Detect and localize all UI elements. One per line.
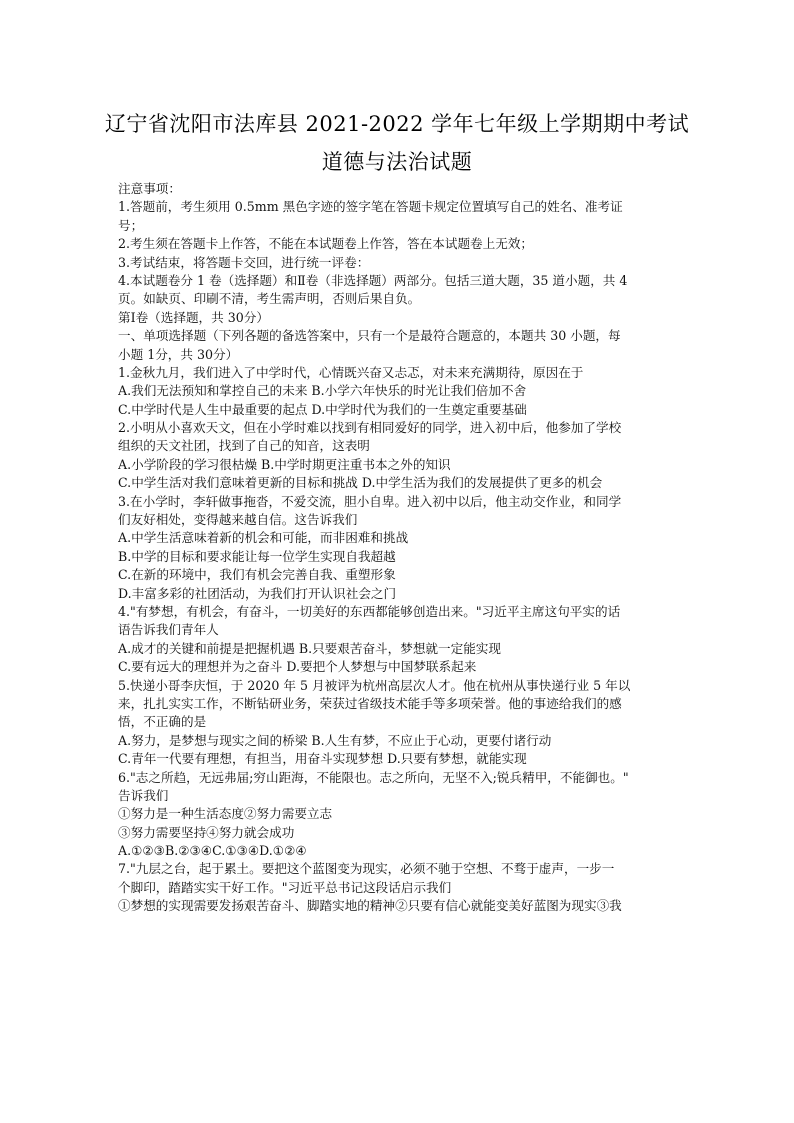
text-line: 组织的天文社团，找到了自己的知音，这表明 — [118, 438, 370, 454]
text-line: C.中学生活对我们意味着更新的目标和挑战 D.中学生活为我们的发展提供了更多的机会 — [118, 475, 603, 491]
text-line: A.我们无法预知和掌控自己的未来 B.小学六年快乐的时光让我们倍加不舍 — [118, 383, 527, 399]
text-line: C.中学时代是人生中最重要的起点 D.中学时代为我们的一生奠定重要基础 — [118, 401, 527, 417]
text-line: 告诉我们 — [118, 787, 169, 803]
text-line: C.在新的环境中，我们有机会完善自我、重塑形象 — [118, 567, 396, 583]
exam-subtitle: 道德与法治试题 — [321, 150, 473, 174]
text-line: 4.本试题卷分 1 卷（选择题）和Ⅱ卷（非选择题）两部分。包括三道大题，35 道小题，共 4 — [118, 272, 628, 288]
text-line: D.丰富多彩的社团活动，为我们打开认识社会之门 — [118, 585, 397, 601]
text-line: 第Ⅰ卷（选择题，共 30分） — [118, 309, 269, 325]
text-line: ③努力需要坚持④努力就会成功 — [118, 824, 295, 840]
text-line: 2.小明从小喜欢天文，但在小学时难以找到有相同爱好的同学，进入初中后，他参加了学校 — [118, 420, 622, 436]
text-line: 6."志之所趋，无远弗届;穷山距海，不能限也。志之所向，无坚不入;锐兵精甲，不能御也。" — [118, 769, 629, 785]
text-line: 5.快递小哥李庆恒，于 2020 年 5 月被评为杭州高层次人才。他在杭州从事快递行业 5 年以 — [118, 677, 631, 693]
text-line: 来，扎扎实实工作，不断钻研业务，荣获过省级技术能手等多项荣誉。他的事迹给我们的感 — [118, 695, 622, 711]
text-line: B.中学的目标和要求能让每一位学生实现自我超越 — [118, 548, 396, 564]
text-line: 3.考试结束，将答题卡交回，进行统一评卷： — [118, 254, 370, 270]
text-line: A.①②③B.②③④C.①③④D.①②④ — [118, 843, 307, 859]
text-line: C.要有远大的理想并为之奋斗 D.要把个人梦想与中国梦联系起来 — [118, 659, 477, 675]
text-line: 1.答题前，考生须用 0.5mm 黑色字迹的签字笔在答题卡规定位置填写自己的姓名、准考证 — [118, 199, 623, 215]
exam-title: 辽宁省沈阳市法库县 2021-2022 学年七年级上学期期中考试 — [104, 112, 690, 136]
text-line: 语告诉我们青年人 — [118, 622, 219, 638]
text-line: 一、单项选择题（下列各题的备选答案中，只有一个是最符合题意的，本题共 30 小题，每 — [118, 328, 621, 344]
text-line: ①梦想的实现需要发扬艰苦奋斗、脚踏实地的精神②只要有信心就能变美好蓝图为现实③我 — [118, 898, 622, 914]
text-line: 页。如缺页、印刷不清，考生需声明，否则后果自负。 — [118, 291, 421, 307]
text-line: 7."九层之台，起于累土。要把这个蓝图变为现实，必须不驰于空想、不骛于虚声，一步一 — [118, 861, 615, 877]
exam-body — [118, 180, 678, 916]
text-line: A.努力，是梦想与现实之间的桥梁 B.人生有梦，不应止于心动，更要付诸行动 — [118, 732, 552, 748]
text-line: 个脚印，踏踏实实干好工作。"习近平总书记这段话启示我们 — [118, 879, 452, 895]
text-line: 注意事项： — [118, 181, 181, 196]
text-line: ①努力是一种生活态度②努力需要立志 — [118, 806, 333, 822]
text-line: 1.金秋九月，我们进入了中学时代，心情既兴奋又忐忑，对未来充满期待，原因在于 — [118, 364, 584, 380]
text-line: 3.在小学时，李轩做事拖沓，不爱交流，胆小自卑。进入初中以后，他主动交作业，和同学 — [118, 493, 622, 509]
text-line: 悟，不正确的是 — [118, 714, 207, 730]
text-line: A.小学阶段的学习很枯燥 B.中学时期更注重书本之外的知识 — [118, 456, 451, 472]
text-line: C.青年一代要有理想，有担当，用奋斗实现梦想 D.只要有梦想，就能实现 — [118, 751, 527, 767]
text-line: 4."有梦想，有机会，有奋斗，一切美好的东西都能够创造出来。"习近平主席这句平实的话 — [118, 603, 621, 619]
text-line: A.中学生活意味着新的机会和可能，而非困难和挑战 — [118, 530, 409, 546]
text-line: A.成才的关键和前提是把握机遇 B.只要艰苦奋斗，梦想就一定能实现 — [118, 640, 501, 656]
text-line: 号； — [118, 217, 144, 233]
text-line: 小题 1分，共 30分） — [118, 346, 239, 362]
text-line: 2.考生须在答题卡上作答，不能在本试题卷上作答，答在本试题卷上无效； — [118, 236, 534, 252]
text-line: 们友好相处，变得越来越自信。这告诉我们 — [118, 512, 358, 528]
